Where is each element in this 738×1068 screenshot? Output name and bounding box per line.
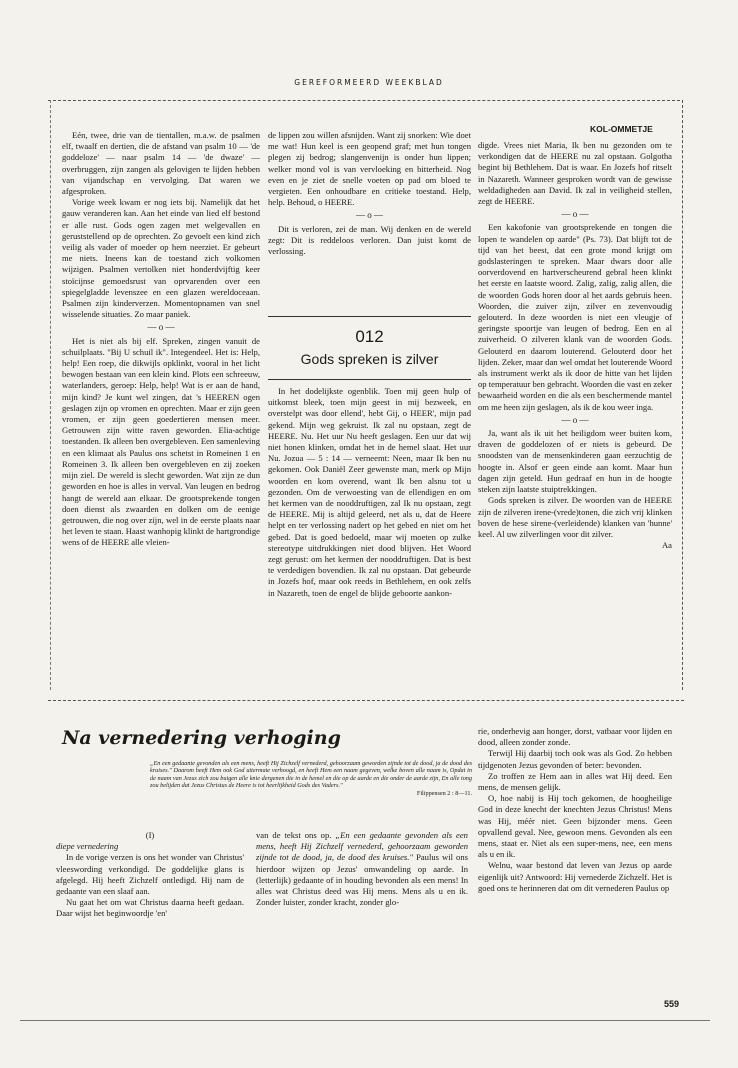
- paragraph: Ja, want als ik uit het heiligdom weer buiten kom, draven de goddelozen of er niets is gebeurd. De snoodsten van de mensenkinderen gaan eerzuchtig de hoogte in. Alsof er geen einde aan komt. Maar hun dagen zijn geteld. Hun gedraaf en hun in de hoogte steken zijn laatste stuiptrekkingen.: [478, 428, 672, 495]
- paragraph: Gods spreken is zilver. De woorden van de HEERE zijn de zilveren irene-(vrede)tonen, die zich vrij klinken boven de hese sirene-(verleidende) klanken van 'hunne' keel. Al uw zilverlingen voor dit zilver.: [478, 495, 672, 539]
- quoted-text: „En een gedaante gevonden als een mens, heeft Hij Zichzelf vernederd, gehoorzaam geworden zijnde tot de dood, ja, de dood des kruises.": [256, 830, 468, 863]
- section-label: KOL-OMMETJE: [590, 124, 653, 134]
- text-run: van de tekst ons op.: [256, 830, 336, 840]
- section-title: Gods spreken is zilver: [300, 351, 439, 367]
- meditation-column-1: [56, 830, 244, 920]
- paragraph: de lippen zou willen afsnijden. Want zij snorken: Wie doet me wat! Hun keel is een geopend graf; met hun tongen plegen zij bedrog; slangenvenijn is onder hun lippen; welker mond vol is van vervloeking en bitterheid. Nog even en je ziet de snelle voeten op pad om bloed te vergieten. Een onhoudbare en critieke toestand. Help, help. Behoud, o HEERE.: [268, 130, 471, 208]
- part-number: (I): [145, 830, 155, 840]
- top-dashed-rule: [48, 100, 680, 101]
- section-number: 012: [355, 327, 384, 346]
- paragraph: Zo troffen ze Hem aan in alles wat Hij deed. Een mens, de mensen gelijk.: [478, 770, 672, 793]
- paragraph: In het dodelijkste ogenblik. Toen mij geen hulp of uitkomst bleek, toen mijn geest in mij bezweek, en overstelpt was door ellend', hebt Gij, o HEER', mijn pad gekend. Mijn weg gekruist. Ik zal nu opstaan, zegt de HEERE. Nu. Het uur Nu heeft geslagen. Een uur dat wij niet honen klinken, omdat het in de hemel slaat. Het uur Nu. Jozua — 5 : 14 — verneemt: Neen, maar Ik ben nu gekomen. Ook Daniël Zeer gewenste man, merk op Mijn woorden en kom overend, want Ik ben alsnu tot u gezonden. Om de verwoesting van de ellendigen en om het kermen van de nooddruftigen, zal Ik nu opstaan, zegt de HEERE. Mij is altijd geleerd, net als u, dat de Heere helpt en ter verlossing nadert op het gebed en niet om het gebed. Dat is goed bedoeld, maar wij moeten op zulke stereotype uitdrukkingen niet dood blijven. Het Woord zegt gerust: om het kermen der nooddruftigen. Dat is best te verdedigen bovendien. Ik zal nu opstaan. Dat gebeurde in Jozefs hof, maar ook reeds in Bethlehem, en ook zelfs in Nazareth, toen de engel de blijde geboorte aankon-: [268, 386, 471, 598]
- paragraph: Eén, twee, drie van de tientallen, m.a.w. de psalmen elf, twaalf en dertien, die de afstand van psalm 10 — 'de goddeloze' — naar psalm 14 — 'de dwaze' — overbruggen, zijn zangen als gelovigen te lijden hebben van vijandschap en vervolging. Dat waren we afgesproken.: [62, 130, 260, 197]
- paragraph: Het is niet als bij elf. Spreken, zingen vanuit de schuilplaats. "Bij U schuil ik". Integendeel. Het is: Help, help! Een roep, die dikwijls opklinkt, vooral in het licht bewogen bestaan van een klein kind. Plots een schreeuw, waterlanders, geroep: Help, help! Wat is er aan de hand, mijn kind? Je kunt wel zingen, dat 's HEEREN ogen geslagen zijn op vromen en oprechten. Maar er zijn geen vromen, er zijn geen goedertieren mensen meer. Getrouwen zijn witte raven geworden. Elia-achtige toestanden. Ik alleen ben overgebleven. Een samenleving en een klimaat als Paulus ons schetst in Romeinen 1 en Romeinen 3. Ik alleen ben overgebleven en zij zoeken mijn ziel. De wereld is slecht geworden. Wat zijn ze dun geworden en hoe is alles in verval. Van leugen en bedrog hangt de wereld aan elkaar. De grootsprekende tongen doen dienst als zwaarden en dolken om de eenige getrouwen, die nog over zijn, wel in de eerste plaats naar het leven te staan. Haast wanhopig klinkt de hartgrondige wens of de HEERE alle vleien-: [62, 335, 260, 548]
- paragraph: [256, 830, 468, 908]
- meditation-column-3: [478, 726, 672, 894]
- paragraph: Dit is verloren, zei de man. Wij denken en de wereld zegt: Dit is reddeloos verloren. Dan juist komt de verlossing.: [268, 223, 471, 257]
- magazine-header: GEREFORMEERD WEEKBLAD: [294, 78, 444, 87]
- section-heading-box: [268, 316, 471, 380]
- section-separator: — o —: [147, 322, 175, 333]
- paragraph: Welnu, waar bestond dat leven van Jezus op aarde eigenlijk uit? Antwoord: Hij vernederde Zichzelf. Het is goed ons te herinneren dat om dit vernederen Paulus op: [478, 860, 672, 893]
- paragraph: Terwijl Hij daarbij toch ook was als God. Zo hebben tijdgenoten Jezus gevonden of beter: bevonden.: [478, 748, 672, 770]
- quote-reference: Filippensen 2 : 8—11.: [416, 789, 472, 797]
- paragraph: rie, onderhevig aan honger, dorst, vatbaar voor lijden en dood, alleen zonder zonde.: [478, 726, 672, 748]
- paragraph: O, hoe nabij is Hij toch gekomen, de hoogheilige God in deze knecht der knechten Jezus Christus! Mens was Hij, méér niet. Geen bijzonder mens. Geen opvallend geval. Nee, gewoon mens. Gevonden als een mens, staat er. Niet als een super-mens, nee, een mens als u en ik.: [478, 793, 672, 860]
- paragraph: digde. Vrees niet Maria, Ik ben nu gezonden om te verkondigen dat de HEERE nu zal opstaan. Golgotha begint bij Bethlehem. Dat is waar. En Jozefs hof ritselt in Nazareth. Wanneer gesproken wordt van de gewisse weldadigheden aan David. Ik zal in veiligheid stellen, zegt de HEERE.: [478, 140, 672, 207]
- right-dashed-rule: [682, 100, 683, 690]
- left-dashed-rule: [50, 100, 51, 690]
- section-separator: — o —: [561, 414, 589, 425]
- article-column-2-bottom: [268, 386, 471, 599]
- article-column-3: [478, 140, 672, 551]
- paragraph: In de vorige verzen is ons het wonder van Christus' vleeswording verkondigd. De goddelijke glans is afgelegd. Hij heeft Zichzelf ontledigd. Hij nam de gedaante van een slaaf aan.: [56, 852, 244, 897]
- text-run: Paulus wil ons hierdoor wijzen op Jezus' omwandeling op aarde. In (letterlijk) gedaante of in houding bevonden als een mens! In alles wat Christus deed was Hij mens. Mens als u en ik. Zonder luister, zonder kracht, zonder glo-: [256, 852, 468, 908]
- section-separator: — o —: [356, 210, 383, 221]
- section-separator: — o —: [561, 209, 589, 220]
- paragraph: Een kakofonie van grootsprekende en tongen die lopen te wandelen op aarde" (Ps. 73). Dat blijft tot de tijd van het beest, dat een grote mond krijgt om godslasteringen te spreken. Maar dwars door alle oorverdovend en hartverscheurend gebral heen klinkt het eerste en laatste woord. Zalig, zalig, zalig allen, die de woorden Gods horen door al het aards gebruis heen. Woorden, die zuiver zijn, zilver en zevenvoudig gelouterd. In deze woorden is niet een vleugje of geringste spoortje van leugen of bedrog. Een en al zuiverheid. O zilveren klank van de woorden Gods. Gelouterd en daarom louterend. Gelouterd door het lijden. Zeker, maar dan wel omdat het louterende Woord als instrument werkt als ik door de hitte van het lijden op temperatuur ben gebracht. Woorden die vast en zeker bewaarheid worden en die als een beschermende mantel om me heen zijn geslagen, als ik de kou weer inga.: [478, 222, 673, 412]
- quote-text: „En een gedaante gevonden als een mens, heeft Hij Zichzelf vernederd, gehoorzaam geworden zijnde tot de dood, ja de dood des kruises." Daarom heeft Hem ook God uitermate verhoogd, en heeft Hem een naam gegeven, welke boven alle naam is, Opdat in de naam van Jezus zich zou buigen alle knie dergenen die in de hemel en die op de aarde en die onder de aarde zijn, En alle tong zou belijden dat Jezus Christus de Heere is tot heerlijkheid Gods des Vaders.": [150, 760, 472, 790]
- scripture-quote: [150, 760, 472, 797]
- paragraph: Nu gaat het om wat Christus daarna heeft gedaan. Daar wijst het beginwoordje 'en': [56, 897, 244, 919]
- subheading: diepe vernedering: [56, 841, 119, 852]
- article-column-1: [62, 130, 260, 549]
- meditation-title: Na vernedering verhoging: [62, 727, 341, 749]
- page-number: 559: [664, 999, 680, 1009]
- article-column-2-top: [268, 130, 471, 257]
- meditation-column-2: [256, 830, 468, 908]
- author-signature: Aa: [661, 540, 672, 551]
- paragraph: Vorige week kwam er nog iets bij. Namelijk dat het gauw veranderen kan. Aan het einde van lied elf bestond er alle rust. Gods ogen zagen met welgevallen en geruststellend op de oprechten. Zo gevoelt een kind zich veilig als vader of moeder op hem neerziet. Er gebeurt me niets. Ineens kan de toestand zich volkomen wijzigen. Psalmen vertolken niet honderdvijftig keer stoïcijnse gemoedsrust van oprvarenden over een spiegelgladde levenszee en een glazen wereldoceaan. Psalmen zijn kinderverzen. Momentopnamen van snel wisselende situaties. Zo maar paniek.: [62, 197, 260, 320]
- middle-dashed-rule: [48, 700, 684, 701]
- bottom-rule: [20, 1020, 710, 1021]
